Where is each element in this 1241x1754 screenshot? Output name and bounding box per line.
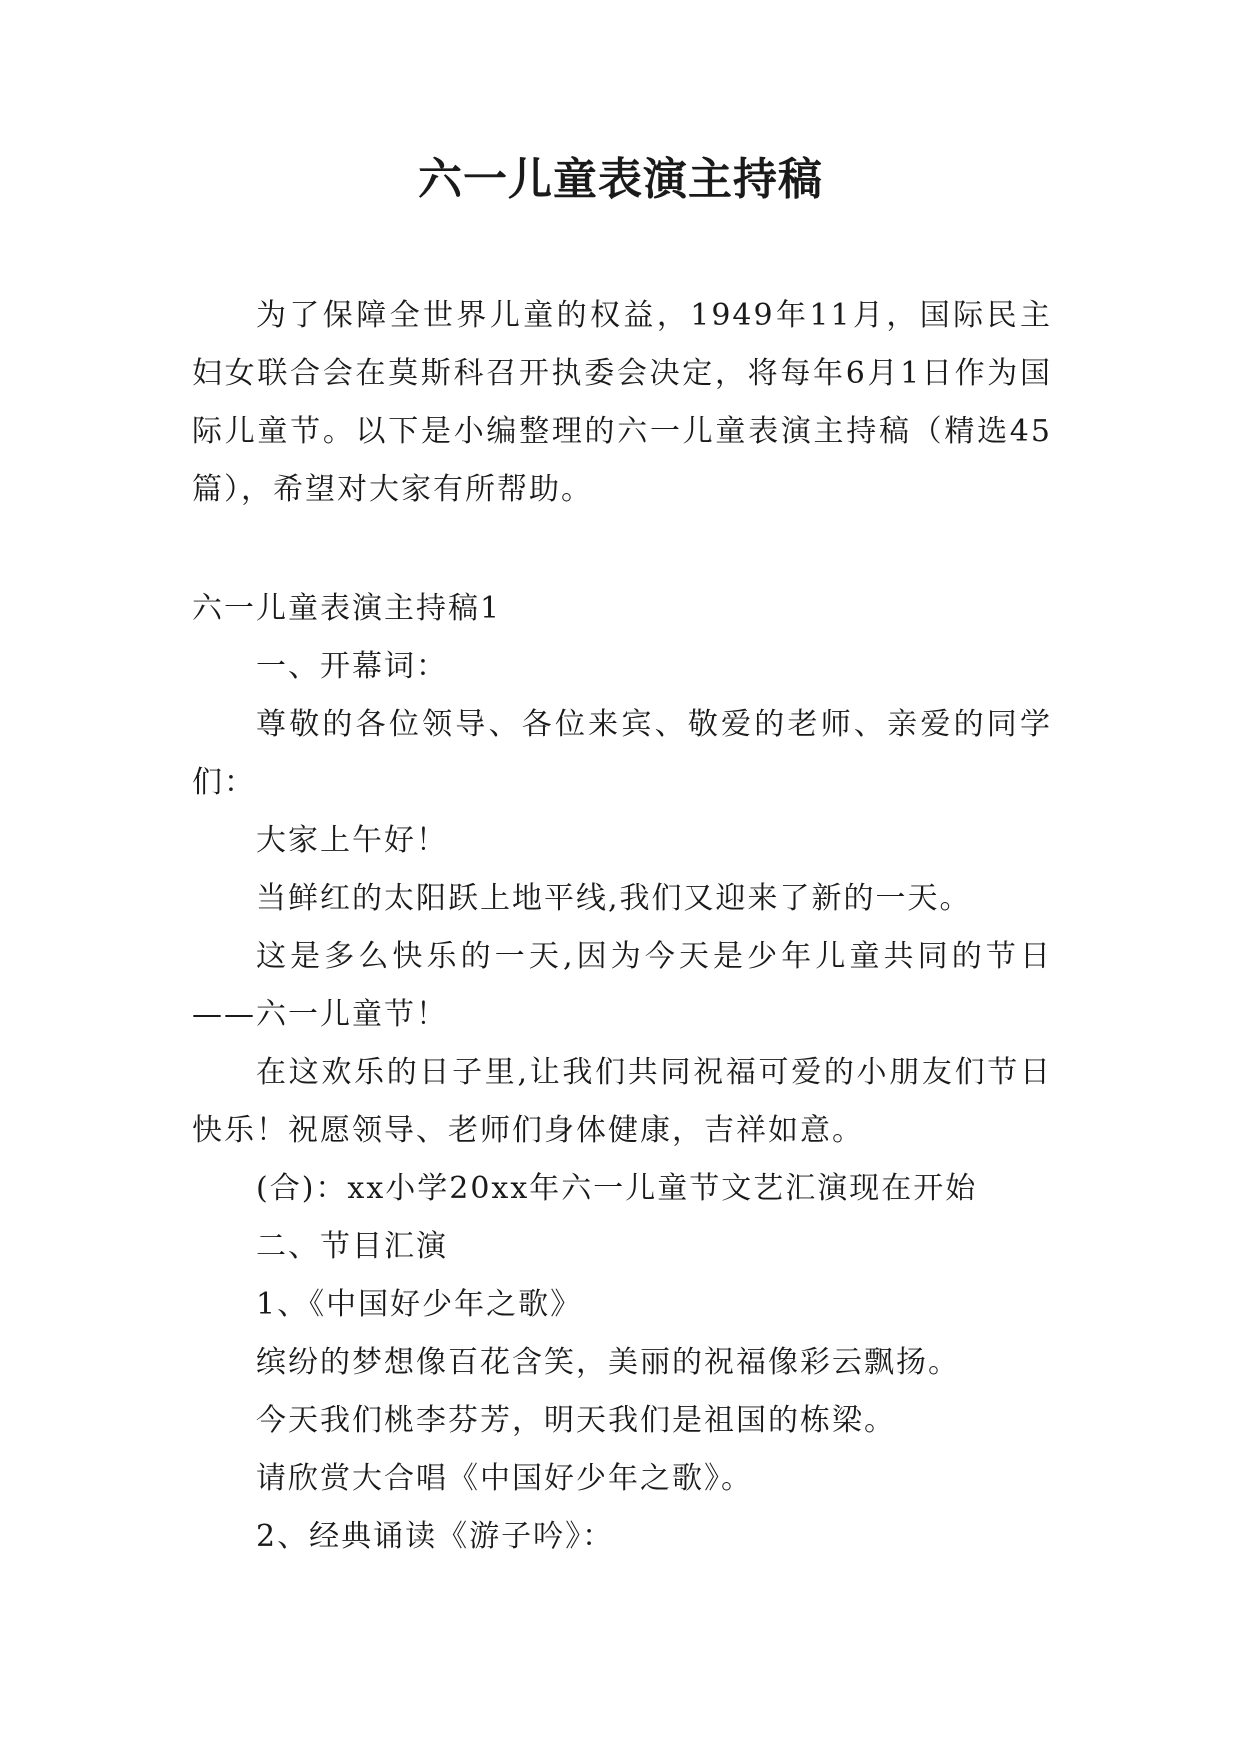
intro-paragraph: 为了保障全世界儿童的权益，1949年11月，国际民主妇女联合会在莫斯科召开执委会决定，将每年6月1日作为国际儿童节。以下是小编整理的六一儿童表演主持稿（精选45篇），希望对大家有所帮助。 xyxy=(192,298,1052,507)
body-line: 请欣赏大合唱《中国好少年之歌》。 xyxy=(256,1461,753,1496)
document-title: 六一儿童表演主持稿 xyxy=(418,154,823,205)
body-line: 在这欢乐的日子里,让我们共同祝福可爱的小朋友们节日快乐！祝愿领导、老师们身体健康，吉祥如意。 xyxy=(192,1055,1052,1148)
body-line: 1、《中国好少年之歌》 xyxy=(256,1287,583,1322)
body-line: 二、节目汇演 xyxy=(256,1229,448,1264)
body-line: 缤纷的梦想像百花含笑，美丽的祝福像彩云飘扬。 xyxy=(256,1345,960,1380)
body-line: 今天我们桃李芬芳，明天我们是祖国的栋梁。 xyxy=(256,1403,896,1438)
body-line: 2、经典诵读《游子吟》： xyxy=(256,1519,615,1554)
body-line: 这是多么快乐的一天,因为今天是少年儿童共同的节日——六一儿童节！ xyxy=(192,939,1052,1032)
document-body xyxy=(192,580,1052,1566)
body-line: (合)：xx小学20xx年六一儿童节文艺汇演现在开始 xyxy=(256,1171,978,1206)
section-heading: 六一儿童表演主持稿1 xyxy=(192,591,502,626)
body-line: 当鲜红的太阳跃上地平线,我们又迎来了新的一天。 xyxy=(256,881,972,916)
body-line: 大家上午好！ xyxy=(256,823,448,858)
body-line: 一、开幕词： xyxy=(256,649,448,684)
body-line: 尊敬的各位领导、各位来宾、敬爱的老师、亲爱的同学们： xyxy=(192,707,1052,800)
